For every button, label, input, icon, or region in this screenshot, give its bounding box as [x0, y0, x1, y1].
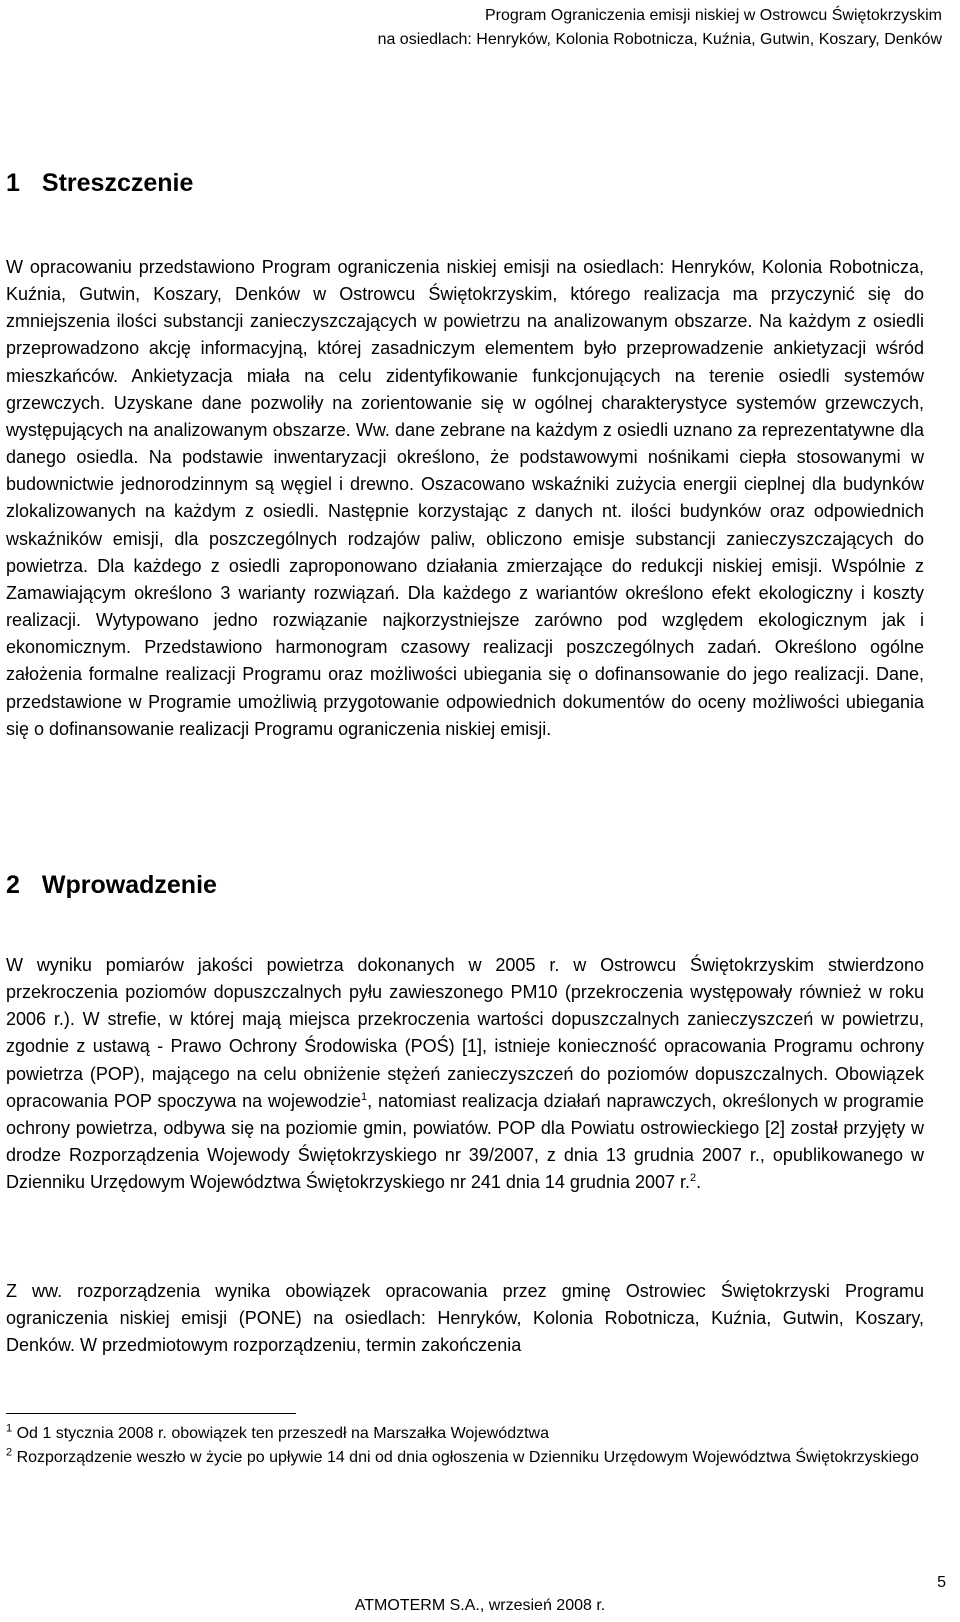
page-footer: ATMOTERM S.A., wrzesień 2008 r. — [354, 1597, 606, 1614]
section-heading-introduction — [6, 869, 924, 901]
footnote-text: Od 1 stycznia 2008 r. obowiązek ten przeszedł na Marszałka Województwa — [12, 1425, 549, 1442]
footnote-1 — [6, 1422, 924, 1446]
intro-text-a: W wyniku pomiarów jakości powietrza dokonanych w 2005 r. w Ostrowcu Świętokrzyskim stwierdzono przekroczenia poziomów dopuszczalnych pyłu zawieszonego PM10 (przekroczenia występowały również w roku 2006 r.). W strefie, w której mają miejsca przekroczenia wartości dopuszczalnych zanieczyszczeń w powietrzu, zgodnie z ustawą - Prawo Ochrony Środowiska (POŚ) [1], istnieje konieczność opracowania Programu ochrony powietrza (POP), mającego na celu obniżenie stężeń zanieczyszczeń do poziomów dopuszczalnych. Obowiązek opracowania POP spoczywa na wojewodzie — [6, 955, 924, 1111]
intro-text-c: . — [696, 1172, 702, 1193]
introduction-paragraph-1 — [6, 952, 924, 1196]
section-title: Streszczenie — [41, 169, 194, 197]
section-number: 1 — [6, 169, 20, 197]
footnote-ref-1[interactable]: 1 — [361, 1090, 368, 1103]
section-number: 2 — [6, 871, 20, 899]
footnote-2 — [6, 1446, 924, 1470]
footnote-text: Rozporządzenie weszło w życie po upływie 14 dni od dnia ogłoszenia w Dzienniku Urzędowym Województwa Świętokrzyskiego — [12, 1449, 919, 1466]
footnote-separator — [6, 1413, 296, 1414]
section-summary — [6, 167, 924, 199]
footnote-number: 2 — [6, 1446, 13, 1459]
footnote-number: 1 — [6, 1422, 13, 1435]
header-title-line1: Program Ograniczenia emisji niskiej w Ostrowcu Świętokrzyskim — [484, 7, 942, 24]
page-number: 5 — [937, 1574, 946, 1591]
footnotes — [6, 1413, 924, 1470]
intro-text-b: , natomiast realizacja działań naprawczych, określonych w programie ochrony powietrza, odbywa się na poziomie gmin, powiatów. POP dla Powiatu ostrowieckiego [2] został przyjęty w drodze Rozporządzenia Wojewody Świętokrzyskiego nr 39/2007, z dnia 13 grudnia 2007 r., opublikowanego w Dzienniku Urzędowym Województwa Świętokrzyskiego nr 241 dnia 14 grudnia 2007 r. — [6, 1090, 924, 1193]
section-heading-summary — [6, 167, 924, 199]
summary-paragraph: W opracowaniu przedstawiono Program ograniczenia niskiej emisji na osiedlach: Henryków, Kolonia Robotnicza, Kuźnia, Gutwin, Koszary, Denków w Ostrowcu Świętokrzyskim, którego realizacja ma przyczynić się do zmniejszenia ilości substancji zanieczyszczających w powietrzu na analizowanym obszarze. Na każdym z osiedli przeprowadzono akcję informacyjną, której zasadniczym elementem było przeprowadzenie ankietyzacji wśród mieszkańców. Ankietyzacja miała na celu zidentyfikowanie funkcjonujących na terenie osiedli systemów grzewczych. Uzyskane dane pozwoliły na zorientowanie się w ogólnej charakterystyce systemów grzewczych, występujących na analizowanym obszarze. Ww. dane zebrane na każdym z osiedli uznano za reprezentatywne dla danego osiedla. Na podstawie inwentaryzacji określono, że podstawowymi nośnikami ciepła stosowanymi w budownictwie jednorodzinnym są węgiel i drewno. Oszacowano wskaźniki zużycia energii cieplnej dla budynków zlokalizowanych na każdym z osiedli. Następnie korzystając z danych nt. ilości budynków oraz odpowiednich wskaźników emisji, dla poszczególnych rodzajów paliw, obliczono emisje substancji zanieczyszczających do powietrza. Dla każdego z osiedli zaproponowano działania zmierzające do redukcji niskiej emisji. Wspólnie z Zamawiającym określono 3 warianty rozwiązań. Dla każdego z wariantów określono efekt ekologiczny i koszty realizacji. Wytypowano jedno rozwiązanie najkorzystniejsze zarówno pod względem ekologicznym jak i ekonomicznym. Przedstawiono harmonogram czasowy realizacji poszczególnych zadań. Określono ogólne założenia formalne realizacji Programu oraz możliwości ubiegania się o dofinansowanie do jego realizacji. Dane, przedstawione w Programie umożliwią przygotowanie odpowiednich dokumentów do oceny możliwości ubiegania się o dofinansowanie realizacji Programu ograniczenia niskiej emisji. — [6, 257, 924, 739]
introduction-paragraph-2: Z ww. rozporządzenia wynika obowiązek opracowania przez gminę Ostrowiec Świętokrzyski Programu ograniczenia niskiej emisji (PONE) na osiedlach: Henryków, Kolonia Robotnicza, Kuźnia, Gutwin, Koszary, Denków. W przedmiotowym rozporządzeniu, termin zakończenia — [6, 1281, 924, 1356]
page-header — [242, 4, 942, 52]
section-title: Wprowadzenie — [41, 871, 217, 899]
footnote-ref-2[interactable]: 2 — [690, 1172, 697, 1185]
section-introduction — [6, 869, 924, 901]
header-title-line2: na osiedlach: Henryków, Kolonia Robotnicza, Kuźnia, Gutwin, Koszary, Denków — [377, 31, 942, 48]
